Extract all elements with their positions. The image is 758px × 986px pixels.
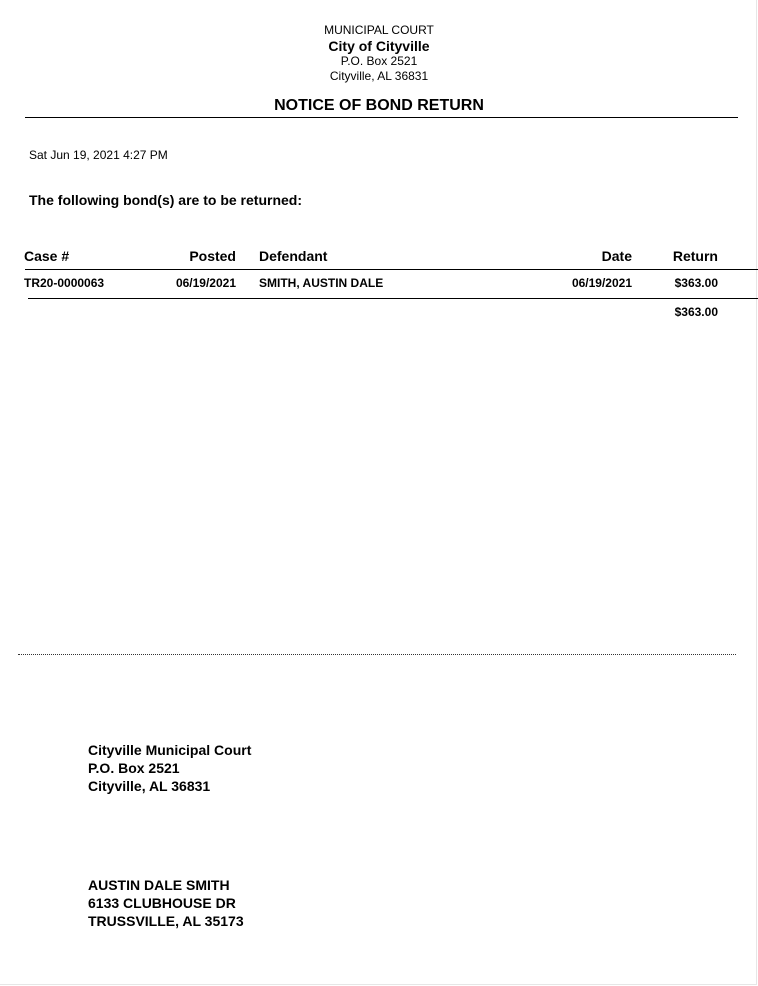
recipient-street: 6133 CLUBHOUSE DR [88,895,236,911]
column-header-defendant: Defendant [259,248,328,264]
column-header-posted: Posted [189,248,236,264]
court-label: MUNICIPAL COURT [324,23,434,37]
header-divider [25,117,738,118]
tear-off-line [18,654,736,655]
intro-text: The following bond(s) are to be returned: [29,192,302,208]
column-header-case: Case # [24,248,70,264]
cell-case-number: TR20-0000063 [24,276,105,290]
notice-title: NOTICE OF BOND RETURN [274,97,484,114]
cell-defendant: SMITH, AUSTIN DALE [259,276,384,290]
recipient-address [88,876,244,930]
court-po-box: P.O. Box 2521 [340,54,418,68]
court-city-state-zip: Cityville, AL 36831 [329,69,429,83]
cell-return-amount: $363.00 [674,276,718,290]
recipient-name: AUSTIN DALE SMITH [88,877,230,893]
return-address-line1: Cityville Municipal Court [88,742,252,758]
cell-date: 06/19/2021 [571,276,632,290]
column-header-return: Return [672,248,718,264]
column-header-date: Date [601,248,632,264]
city-name: City of Cityville [328,38,430,54]
total-return-amount: $363.00 [674,305,718,319]
return-address [88,741,251,795]
print-timestamp: Sat Jun 19, 2021 4:27 PM [29,148,168,162]
return-address-line3: Cityville, AL 36831 [88,778,211,794]
cell-posted-date: 06/19/2021 [175,276,236,290]
return-address-line2: P.O. Box 2521 [88,760,180,776]
table-header-divider [25,269,758,270]
recipient-city-state-zip: TRUSSVILLE, AL 35173 [88,913,244,929]
table-total-divider [28,298,758,299]
